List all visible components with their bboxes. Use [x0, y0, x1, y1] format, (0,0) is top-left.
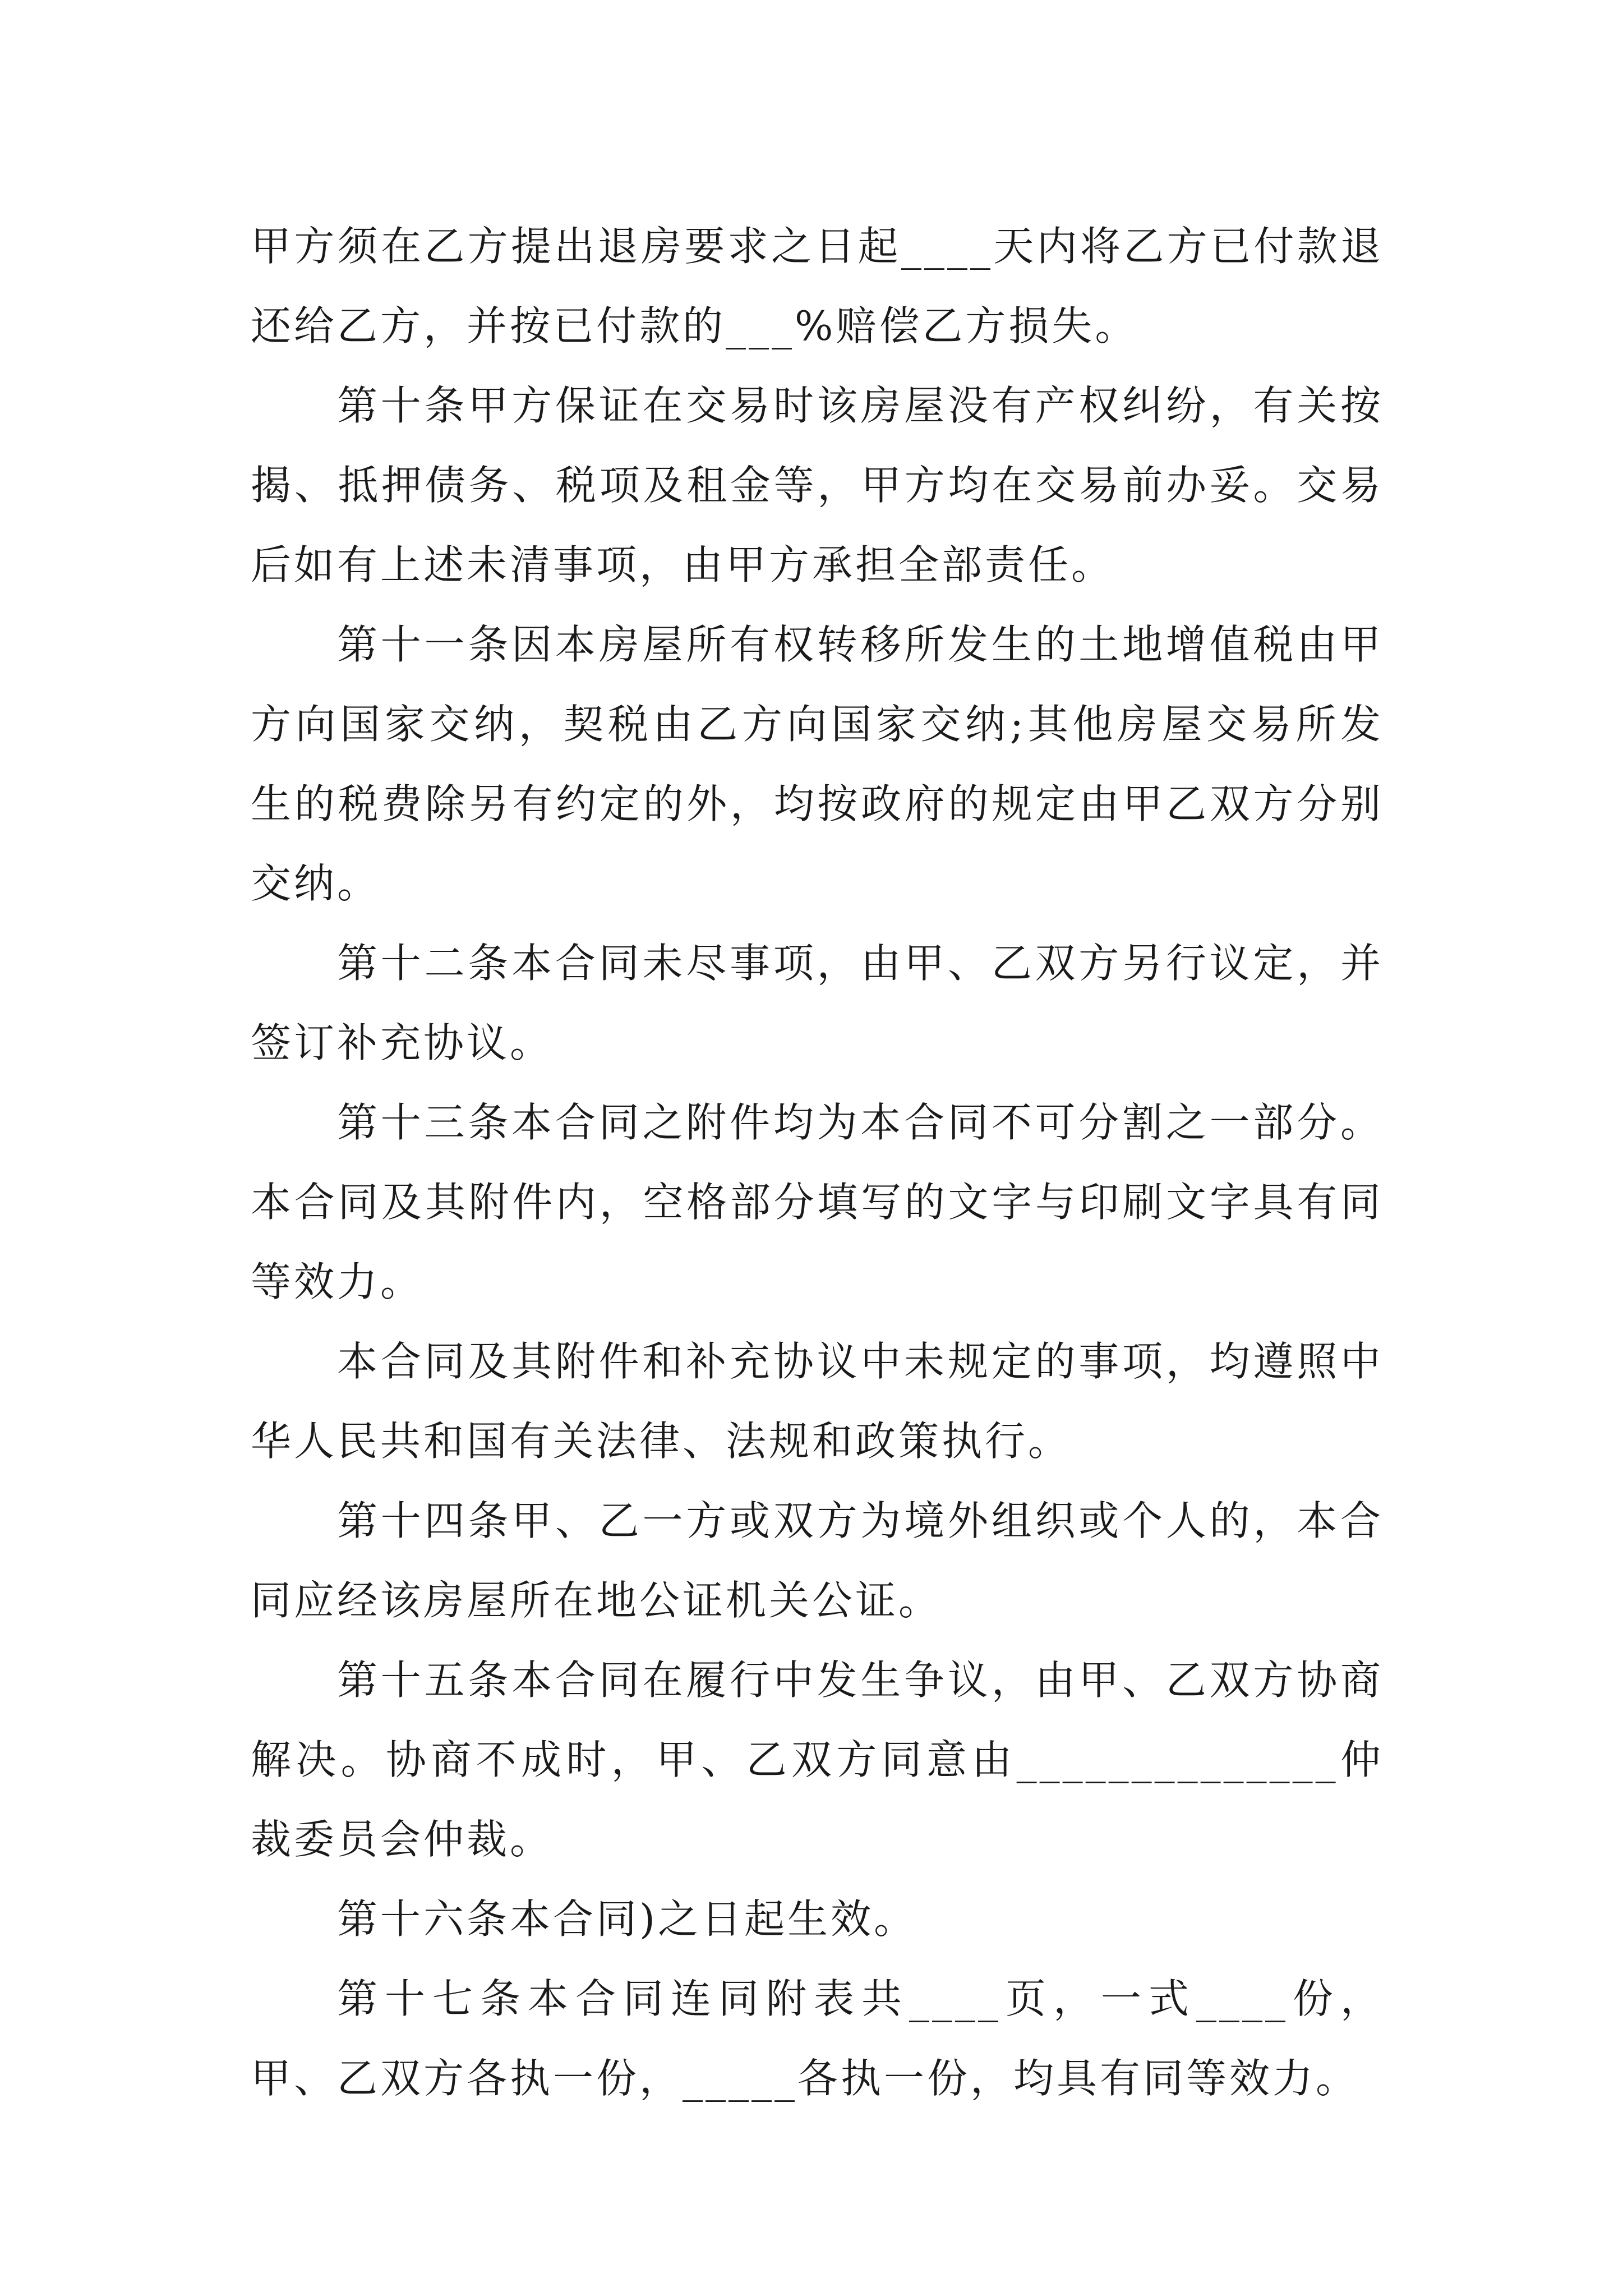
paragraph-unspecified-matters: 本合同及其附件和补充协议中未规定的事项，均遵照中华人民共和国有关法律、法规和政策执行。: [251, 1338, 1384, 1465]
paragraph-article-13: 第十三条本合同之附件均为本合同不可分割之一部分。本合同及其附件内，空格部分填写的文字与印刷文字具有同等效力。: [251, 1099, 1384, 1305]
paragraph-article-11: 第十一条因本房屋所有权转移所发生的土地增值税由甲方向国家交纳，契税由乙方向国家交纳;其他房屋交易所发生的税费除另有约定的外，均按政府的规定由甲乙双方分别交纳。: [251, 621, 1384, 907]
contract-text-body: [251, 206, 1384, 2118]
paragraph-article-17: 第十七条本合同连同附表共____页，一式____份，甲、乙双方各执一份，_____各执一份，均具有同等效力。: [251, 1975, 1384, 2102]
paragraph-article-15: 第十五条本合同在履行中发生争议，由甲、乙双方协商解决。协商不成时，甲、乙双方同意由______________仲裁委员会仲裁。: [251, 1657, 1384, 1863]
paragraph-refund-terms: 甲方须在乙方提出退房要求之日起____天内将乙方已付款退还给乙方，并按已付款的___%赔偿乙方损失。: [251, 223, 1384, 349]
paragraph-article-12: 第十二条本合同未尽事项，由甲、乙双方另行议定，并签订补充协议。: [251, 940, 1384, 1066]
paragraph-article-10: 第十条甲方保证在交易时该房屋没有产权纠纷，有关按揭、抵押债务、税项及租金等，甲方均在交易前办妥。交易后如有上述未清事项，由甲方承担全部责任。: [251, 382, 1384, 588]
paragraph-article-14: 第十四条甲、乙一方或双方为境外组织或个人的，本合同应经该房屋所在地公证机关公证。: [251, 1497, 1384, 1624]
paragraph-article-16: 第十六条本合同)之日起生效。: [337, 1895, 917, 1943]
